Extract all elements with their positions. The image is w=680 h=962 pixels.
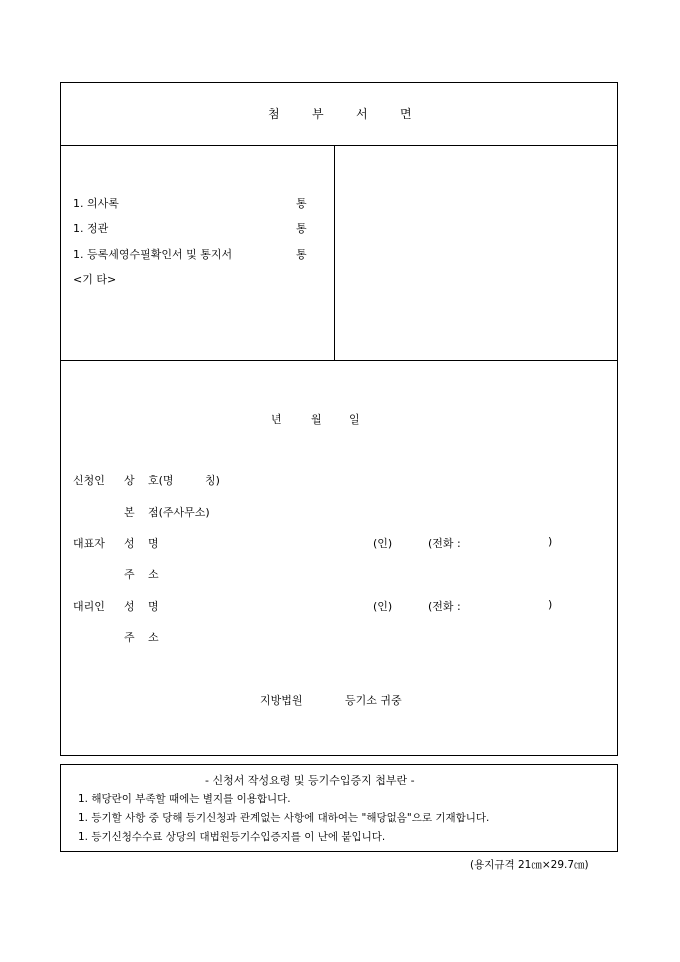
representative-address-label-1: 주 [124,568,135,581]
guidelines-item-2: 1. 등기할 사항 중 당해 등기신청과 관계없는 사항에 대하여는 "해당없음"으로 기재합니다. [78,812,490,824]
head-office-label-1: 본 [124,506,135,519]
applicant-label: 신청인 [73,474,105,487]
attachment-unit-minutes: 통 [296,197,307,210]
representative-label: 대표자 [73,537,105,550]
attachment-unit-articles: 통 [296,222,307,235]
date-day: 일 [349,413,360,426]
court-label: 지방법원 [260,694,303,707]
trade-name-label-3: 칭) [205,474,220,487]
guidelines-item-1: 1. 해당란이 부족할 때에는 별지를 이용합니다. [78,793,291,805]
representative-name-label-2: 명 [148,537,159,550]
head-office-label-2: 점(주사무소) [148,506,210,519]
date-month: 월 [311,413,322,426]
registry-label: 등기소 귀중 [345,694,402,707]
attachments-title-box [60,82,618,146]
attachment-unit-tax-receipt: 통 [296,248,307,261]
attachments-heading-1: 첨 [268,107,280,121]
representative-phone-label: (전화 : [428,537,461,550]
agent-address-label-1: 주 [124,631,135,644]
agent-phone-close: ) [548,598,553,611]
agent-name-label-1: 성 [124,600,135,613]
agent-name-label-2: 명 [148,600,159,613]
trade-name-label-1: 상 [124,474,135,487]
application-box [60,360,618,756]
paper-size-note: (용지규격 21㎝×29.7㎝) [470,859,589,871]
trade-name-label-2: 호(명 [148,474,174,487]
attachment-item-tax-receipt: 1. 등록세영수필확인서 및 통지서 [73,248,233,261]
guidelines-item-3: 1. 등기신청수수료 상당의 대법원등기수입증지를 이 난에 붙입니다. [78,831,386,843]
attachments-blank-box [334,145,618,361]
agent-label: 대리인 [73,600,105,613]
date-year: 년 [271,413,282,426]
agent-seal: (인) [373,600,393,613]
representative-name-label-1: 성 [124,537,135,550]
attachments-heading-3: 서 [356,107,368,121]
attachment-item-articles: 1. 정관 [73,222,109,235]
representative-phone-close: ) [548,535,553,548]
representative-address-label-2: 소 [148,568,159,581]
agent-phone-label: (전화 : [428,600,461,613]
attachment-item-minutes: 1. 의사록 [73,197,119,210]
guidelines-title: - 신청서 작성요령 및 등기수입증지 첩부란 - [205,774,415,787]
agent-address-label-2: 소 [148,631,159,644]
attachments-heading-2: 부 [312,107,324,121]
attachments-heading-4: 면 [400,107,412,121]
attachment-other: <기 타> [73,273,117,286]
representative-seal: (인) [373,537,393,550]
